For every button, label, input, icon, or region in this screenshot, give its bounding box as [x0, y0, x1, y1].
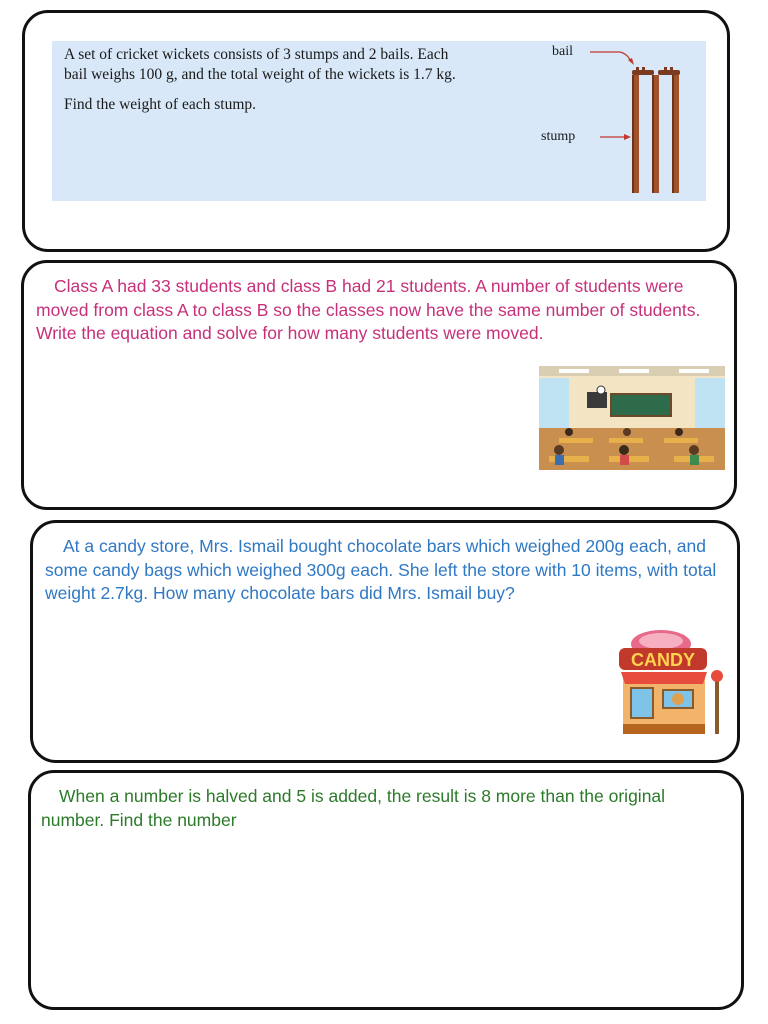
candy-store-illustration: [613, 628, 729, 738]
stumps: [632, 75, 679, 193]
question-card-3: [30, 520, 740, 763]
cricket-wickets-diagram: [580, 41, 700, 201]
bail-arrow: [590, 52, 634, 65]
question-1-line-1: A set of cricket wickets consists of 3 stumps and 2 bails. Each: [64, 46, 449, 63]
question-1-line-3: Find the weight of each stump.: [64, 96, 256, 113]
question-card-1: [22, 10, 730, 252]
question-panel: [52, 41, 706, 201]
classroom-illustration: [539, 366, 725, 470]
question-card-2: [21, 260, 737, 510]
question-card-4: [28, 770, 744, 1010]
question-2-text: Class A had 33 students and class B had 21 students. A number of students were moved from class A to class B so the classes now have the same number of students. Write the equation and solve for how many students were moved.: [36, 276, 701, 343]
bails: [632, 67, 680, 75]
stump-label: stump: [541, 129, 576, 144]
question-3-text: At a candy store, Mrs. Ismail bought chocolate bars which weighed 200g each, and some candy bags which weighed 300g each. She left the store with 10 items, with total weight 2.7kg. How many chocolate bars did Mrs. Ismail buy?: [45, 536, 717, 603]
candy-sign-text: CANDY: [630, 650, 696, 670]
bail-label: bail: [552, 44, 573, 59]
question-1-line-2: bail weighs 100 g, and the total weight of the wickets is 1.7 kg.: [64, 66, 456, 83]
question-4-text: When a number is halved and 5 is added, the result is 8 more than the original number. Find the number: [41, 786, 666, 830]
stump-arrow: [600, 134, 631, 140]
